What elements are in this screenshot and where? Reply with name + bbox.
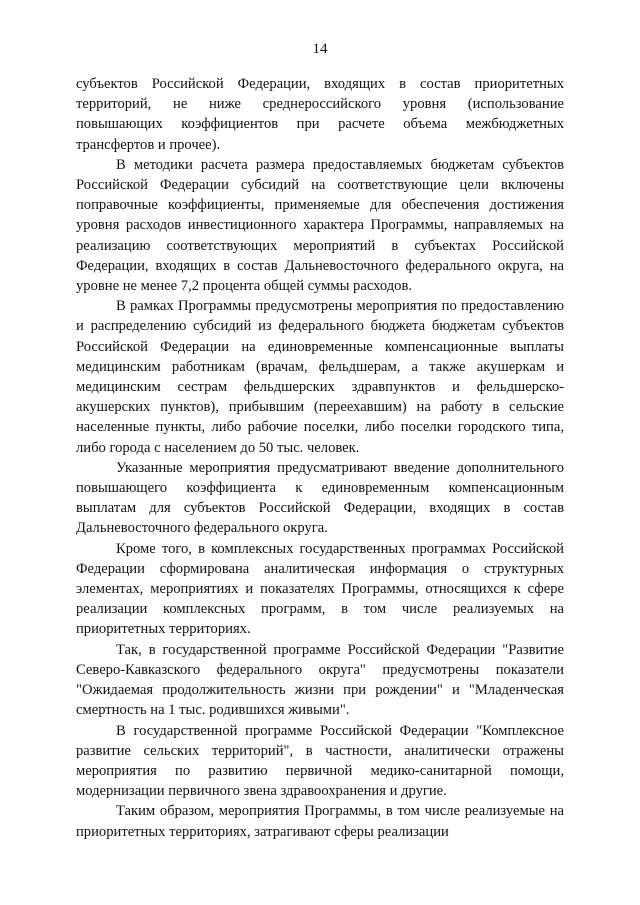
body-text	[76, 74, 564, 842]
paragraph-coefficient: Указанные мероприятия предусматривают введение дополнительного повышающего коэффициента к единовременным компенсационным выплатам для субъектов Российской Федерации, входящих в состав Дальневосточного федерального округа.	[76, 459, 564, 537]
paragraph-subsidy-methods: В методики расчета размера предоставляемых бюджетам субъектов Российской Федерации субсидий на соответствующие цели включены поправочные коэффициенты, применяемые для обеспечения достижения уровня расходов инвестиционного характера Программы, направляемых на реализацию соответствующих мероприятий в субъектах Российской Федерации, входящих в состав Дальневосточного федерального округа, на уровне не менее 7,2 процента общей суммы расходов.	[76, 156, 564, 295]
paragraph-conclusion: Таким образом, мероприятия Программы, в том числе реализуемые на приоритетных территориях, затрагивают сферы реализации	[76, 803, 564, 840]
paragraph-analytical-info: Кроме того, в комплексных государственных программах Российской Федерации сформирована аналитическая информация о структурных элементах, мероприятиях и показателях Программы, относящихся к сфере реализации комплексных программ, в том числе реализуемых на приоритетных территориях.	[76, 540, 564, 638]
paragraph-continuation: субъектов Российской Федерации, входящих в состав приоритетных территорий, не ниже среднероссийского уровня (использование повышающих коэффициентов при расчете объема межбюджетных трансфертов и прочее).	[76, 76, 564, 153]
paragraph-rural-development: В государственной программе Российской Федерации "Комплексное развитие сельских территорий", в частности, аналитически отражены мероприятия по развитию первичной медико-санитарной помощи, модернизации первичного звена здравоохранения и другие.	[76, 722, 564, 800]
page-number: 14	[312, 41, 328, 57]
paragraph-north-caucasus: Так, в государственной программе Российской Федерации "Развитие Северо-Кавказского федерального округа" предусмотрены показатели "Ожидаемая продолжительность жизни при рождении" и "Младенческая смертность на 1 тыс. родившихся живыми".	[76, 641, 564, 719]
paragraph-medical-payments: В рамках Программы предусмотрены мероприятия по предоставлению и распределению субсидий из федерального бюджета бюджетам субъектов Российской Федерации на единовременные компенсационные выплаты медицинским работникам (врачам, фельдшерам, а также акушеркам и медицинским сестрам фельдшерских здравпунктов и фельдшерско-акушерских пунктов), прибывшим (переехавшим) на работу в сельские населенные пункты, либо рабочие поселки, либо поселки городского типа, либо города с населением до 50 тыс. человек.	[76, 298, 564, 456]
